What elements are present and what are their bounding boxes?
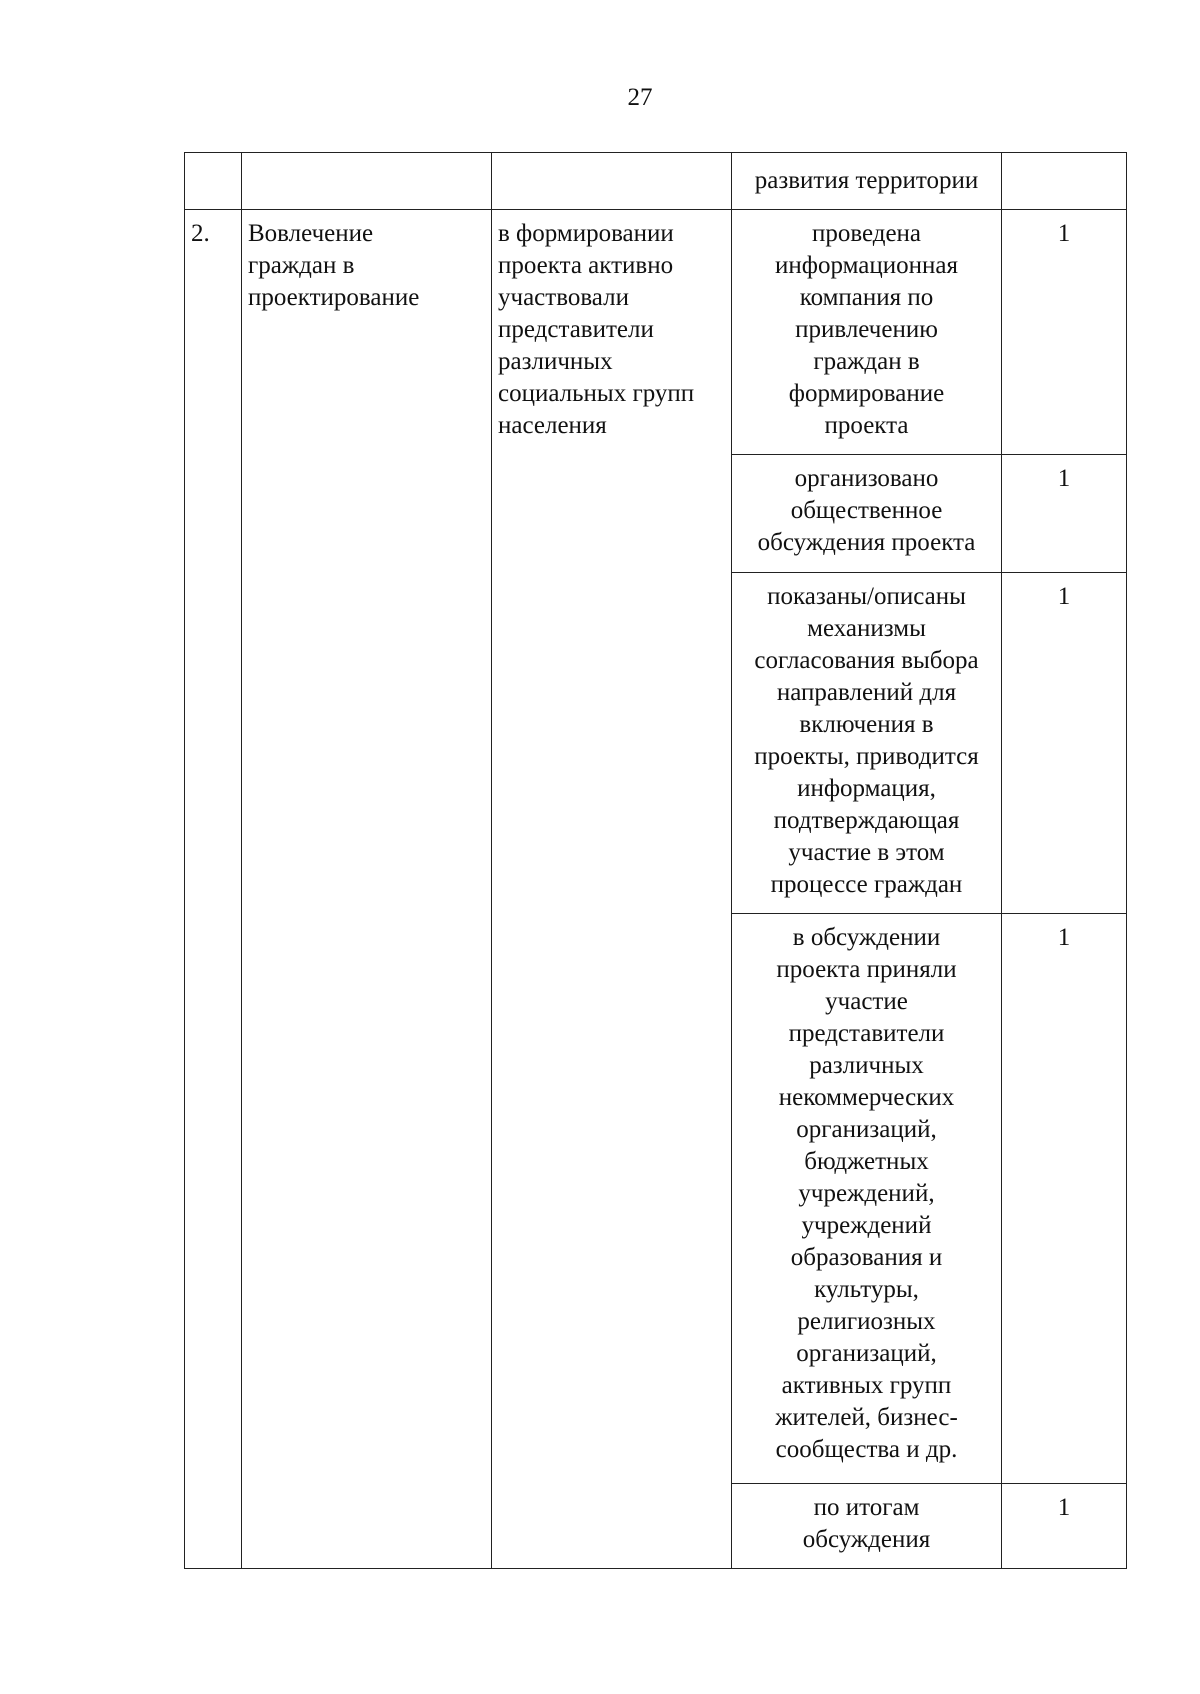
criteria-table bbox=[184, 152, 1127, 1569]
indicator-cell: проведена информационная компания по привлечению граждан в формирование проекта bbox=[732, 210, 1002, 455]
page-number: 27 bbox=[627, 84, 653, 111]
score-cell: 1 bbox=[1002, 573, 1127, 914]
score-cell: 1 bbox=[1002, 210, 1127, 455]
score-cell: 1 bbox=[1002, 455, 1127, 573]
criterion-cell: Вовлечение граждан в проектирование bbox=[242, 210, 492, 1569]
description-cell: в формировании проекта активно участвовали представители различных социальных групп населения bbox=[492, 210, 732, 1569]
indicator-cell: в обсуждении проекта приняли участие представители различных некоммерческих организаций, бюджетных учреждений, учреждений образования и культуры, религиозных организаций, активных групп жителей, бизнес- сообщества и др. bbox=[732, 914, 1002, 1484]
index-cell: 2. bbox=[185, 210, 242, 1569]
indicator-cell: показаны/описаны механизмы согласования выбора направлений для включения в проекты, приводится информация, подтверждающая участие в этом процессе граждан bbox=[732, 573, 1002, 914]
indicator-cell: по итогам обсуждения bbox=[732, 1484, 1002, 1569]
criterion-cell-empty bbox=[242, 153, 492, 210]
score-cell: 1 bbox=[1002, 1484, 1127, 1569]
indicator-cell: развития территории bbox=[732, 153, 1002, 210]
score-cell-empty bbox=[1002, 153, 1127, 210]
table-row bbox=[185, 153, 1127, 210]
description-cell-empty bbox=[492, 153, 732, 210]
table-row bbox=[185, 210, 1127, 455]
index-cell-empty bbox=[185, 153, 242, 210]
indicator-cell: организовано общественное обсуждения проекта bbox=[732, 455, 1002, 573]
score-cell: 1 bbox=[1002, 914, 1127, 1484]
